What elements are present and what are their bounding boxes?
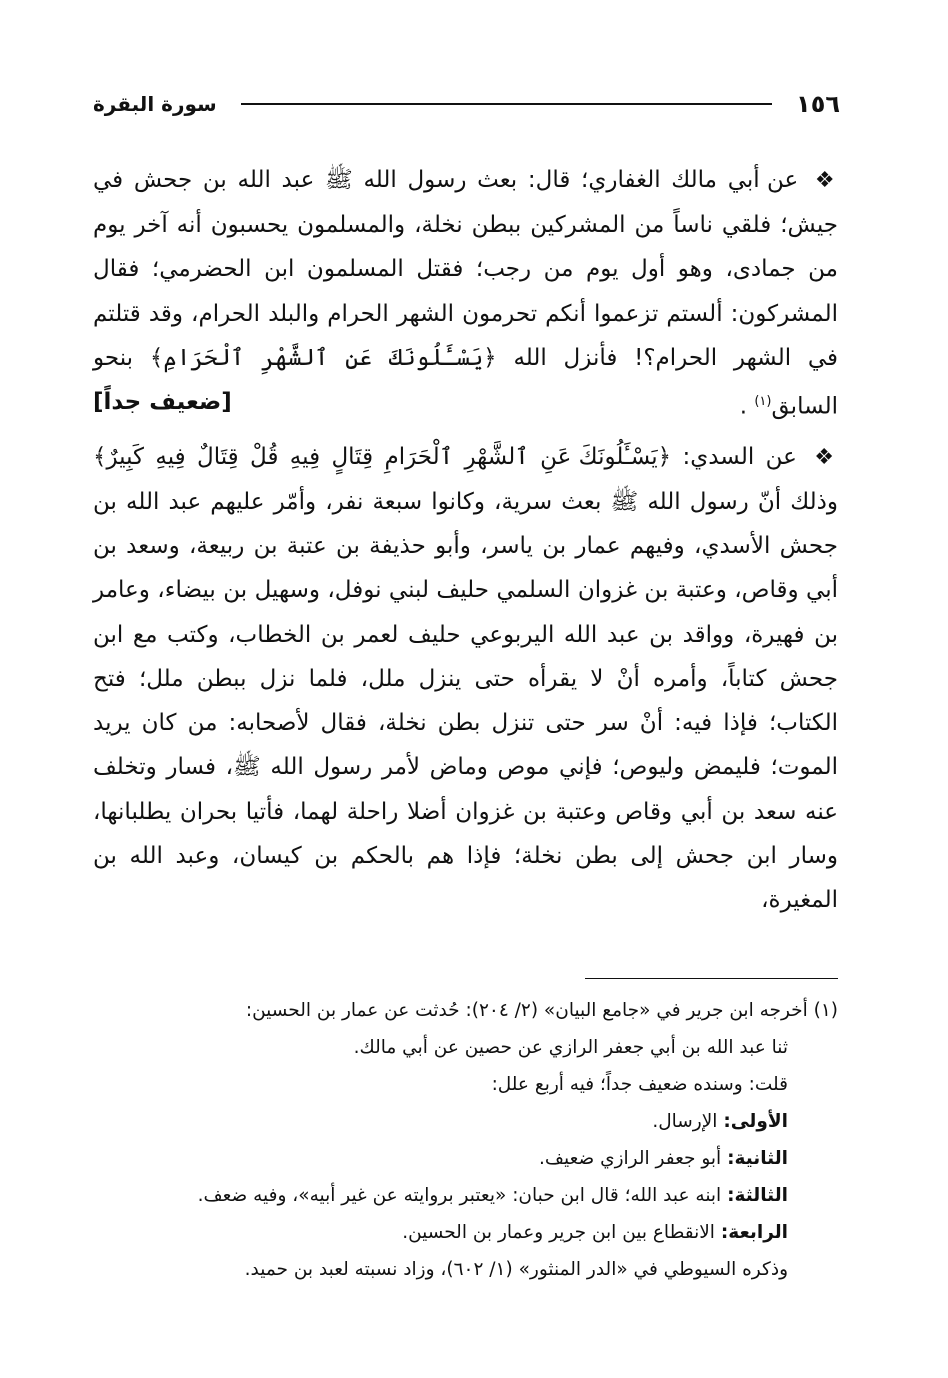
footnote-line: وذكره السيوطي في «الدر المنثور» (١/ ٦٠٢)، وزاد نسبته لعبد بن حميد.: [244, 1259, 788, 1280]
footnote-text: أبو جعفر الرازي ضعيف.: [539, 1148, 722, 1169]
footnote-line: ثنا عبد الله بن أبي جعفر الرازي عن حصين عن أبي مالك.: [353, 1037, 788, 1058]
surah-title: سورة البقرة: [93, 92, 217, 116]
footnotes: [93, 992, 838, 1288]
grading-verdict: [ضعيف جداً]: [93, 389, 232, 416]
footnote-line: [93, 1140, 838, 1177]
running-header: [93, 86, 840, 122]
footnote-label: الثانية:: [727, 1148, 788, 1169]
footnote-label: الرابعة:: [720, 1222, 788, 1243]
footnote-text: الإرسال.: [652, 1111, 718, 1132]
footnote-text: ابنه عبد الله؛ قال ابن حبان: «يعتبر بروايته عن غير أبيه»، وفيه ضعف.: [197, 1185, 722, 1206]
quran-quote: ﴿يَسْـَٔلُونَكَ عَنِ ٱلشَّهْرِ ٱلْحَرَامِ قِتَالٍ فِيهِ قُلْ قِتَالٌ فِيهِ كَبِيرٌ﴾: [93, 443, 672, 470]
page-number: ١٥٦: [796, 90, 840, 118]
narration-2-intro: عن السدي:: [682, 443, 797, 470]
diamond-bullet-icon: ❖: [814, 444, 838, 470]
footnote-line: قلت: وسنده ضعيف جداً؛ فيه أربع علل:: [491, 1074, 788, 1095]
footnote-line: [93, 1177, 838, 1214]
narration-2-text: وذلك أنّ رسول الله ﷺ بعث سرية، وكانوا سبعة نفر، وأمّر عليهم عبد الله بن جحش الأسدي، وفيهم عمار بن ياسر، وأبو حذيفة بن عتبة بن ربيعة، وسعد بن أبي وقاص، وعتبة بن غزوان السلمي حليف لبني نوفل، وسهيل بن بيضاء، وعامر بن فهيرة، وواقد بن عبد الله اليربوعي حليف لعمر بن الخطاب، وكتب مع ابن جحش كتاباً، وأمره أنْ لا يقرأه حتى ينزل ملل، فلما نزل ببطن ملل؛ فتح الكتاب؛ فإذا فيه: أنْ سر حتى تنزل بطن نخلة، فقال لأصحابه: من كان يريد الموت؛ فليمض وليوص؛ فإني موص وماض لأمر رسول الله ﷺ، فسار وتخلف عنه سعد بن أبي وقاص وعتبة بن غزوان أضلا راحلة لهما، فأتيا بحران يطلبانها، وسار ابن جحش إلى بطن نخلة؛ فإذا هم بالحكم بن كيسان، وعبد الله بن المغيرة،: [93, 489, 838, 913]
narration-1-after-quote: بنحو السابق: [93, 344, 838, 420]
footnote-separator: [585, 978, 838, 979]
footnote-label: الثالثة:: [727, 1185, 788, 1206]
header-rule: [241, 103, 772, 105]
narration-paragraph-2: [93, 435, 838, 922]
footnote-line: [93, 1214, 838, 1251]
footnote-reference: (١): [754, 394, 772, 410]
footnote-text: الانقطاع بين ابن جرير وعمار بن الحسين.: [402, 1222, 715, 1243]
footnote-line: (١) أخرجه ابن جرير في «جامع البيان» (٢/ ٢٠٤): حُدثت عن عمار بن الحسين:: [245, 1000, 838, 1021]
quran-quote: ﴿يَسْـَٔلُونَكَ عَنِ ٱلشَّهْرِ ٱلْحَرَامِ﴾: [149, 344, 497, 371]
narration-1-text: عن أبي مالك الغفاري؛ قال: بعث رسول الله ﷺ عبد الله بن جحش في جيش؛ فلقي ناساً من المشركين ببطن نخلة، والمسلمون يحسبون أنه آخر يوم من جمادى، وهو أول يوم من رجب؛ فقتل المسلمون ابن الحضرمي؛ فقال المشركون: ألستم تزعموا أنكم تحرمون الشهر الحرام والبلد الحرام، وقد قتلتم في الشهر الحرام؟! فأنزل الله: [93, 167, 839, 371]
footnote-label: الأولى:: [723, 1111, 788, 1132]
narration-paragraph-1: ❖ عن أبي مالك الغفاري؛ قال: بعث رسول الله ﷺ عبد الله بن جحش في جيش؛ فلقي ناساً من المشركين ببطن نخلة، والمسلمون يحسبون أنه آخر يوم من جمادى، وهو أول يوم من رجب؛ فقتل المسلمون ابن الحضرمي؛ فقال المشركون: ألستم تزعموا أنكم تحرمون الشهر الحرام والبلد الحرام، وقد قتلتم في الشهر الحرام؟! فأنزل الله ﴿يَسْـَٔلُونَكَ عَنِ ٱلشَّهْرِ ٱلْحَرَامِ﴾ بنحو السابق$^{(١)}$ . [ضعيف جداً]: [93, 158, 838, 429]
diamond-bullet-icon: ❖: [814, 168, 838, 193]
footnote-line: [93, 1103, 838, 1140]
main-text: [93, 158, 838, 922]
